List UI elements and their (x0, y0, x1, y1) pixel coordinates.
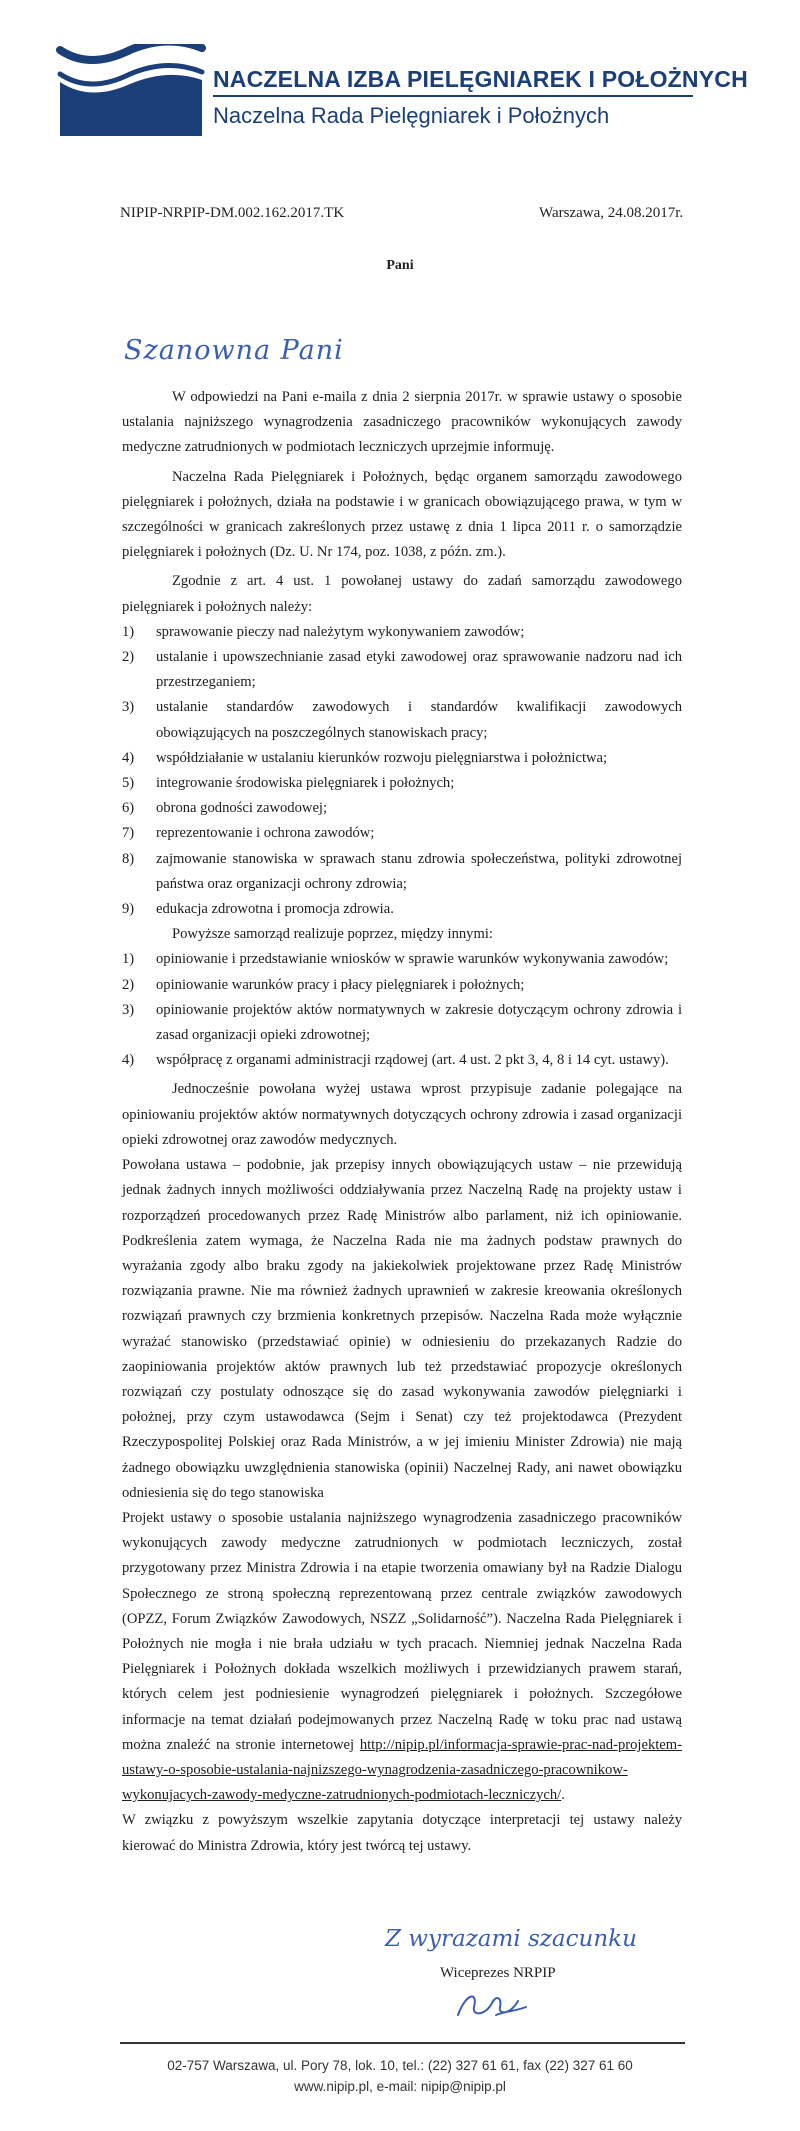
tasks-list (122, 620, 682, 922)
nipip-info-link[interactable]: http://nipip.pl/informacja-sprawie-prac-nad-projektem-ustawy-o-sposobie-ustalania-najnizszego-wynagrodzenia-zasadniczego-pracownikow-wykonujacych-zawody-medyczne-zatrudnionych-podmiotach-leczniczych/ (122, 1736, 682, 1804)
recipient: Pani (386, 258, 414, 273)
list-item: 3) opiniowanie projektów aktów normatywnych w zakresie dotyczącym ochrony zdrowia i zasad organizacji opieki zdrowotnej; (122, 1001, 682, 1044)
council-name: Naczelna Rada Pielęgniarek i Położnych (213, 103, 610, 128)
reference-number: NIPIP-NRPIP-DM.002.162.2017.TK (120, 205, 345, 221)
header-divider (213, 95, 693, 97)
paragraph-6: Powołana ustawa – podobnie, jak przepisy innych obowiązujących ustaw – nie przewidują jednak żadnych innych możliwości oddziaływania przez Naczelną Radę na projekty ustaw i rozporządzeń procedowanych przez Radę Ministrów albo parlament, niż ich opiniowanie. Podkreślenia zatem wymaga, że Naczelna Rada nie ma żadnych podstaw prawnych do wyrażania zgody albo braku zgody na jakiekolwiek projektowane przez Radę Ministrów rozwiązania prawne. Nie ma również żadnych uprawnień w zakresie kreowania określonych rozwiązań prawnych czy brzmienia konkretnych przepisów. Naczelna Rada może wyłącznie wyrażać stanowisko (przedstawiać opinie) w odniesieniu do przekazanych Radzie do zaopiniowania projektów aktów prawnych lub też przedstawiać propozycje określonych rozwiązań czy postulaty odnoszące się do zasad wykonywania zawodów pielęgniarki i położnej, przy czym ustawodawca (Sejm i Senat) czy też projektodawca (Prezydent Rzeczypospolitej Polskiej oraz Rada Ministrów, a w jej imieniu Minister Zdrowia) nie mają żadnego obowiązku uwzględnienia stanowiska (opinii) Naczelnej Rady, ani nawet obowiązku odniesienia się do tego stanowiska (122, 1157, 682, 1501)
list-item: 4) współpracę z organami administracji rządowej (art. 4 ust. 2 pkt 3, 4, 8 i 14 cyt. ustawy). (122, 1052, 669, 1069)
paragraph-3: Zgodnie z art. 4 ust. 1 powołanej ustawy do zadań samorządu zawodowego pielęgniarek i położnych należy: (122, 573, 682, 615)
footer-contact: www.nipip.pl, e-mail: nipip@nipip.pl (294, 2079, 506, 2094)
handwritten-salutation: Szanowna Pani (124, 335, 344, 366)
paragraph-2: Naczelna Rada Pielęgniarek i Położnych, będąc organem samorządu zawodowego pielęgniarek i położnych, działa na podstawie i w granicach obowiązującego prawa, w tym w szczególności w granicach zakreślonych przez ustawę z dnia 1 lipca 2011 r. o samorządzie pielęgniarek i położnych (Dz. U. Nr 174, poz. 1038, z późn. zm.). (122, 468, 682, 561)
paragraph-7: Projekt ustawy o sposobie ustalania najniższego wynagrodzenia zasadniczego pracowników wykonujących zawody medyczne zatrudnionych w podmiotach leczniczych, został przygotowany przez Ministra Zdrowia i na etapie tworzenia omawiany był na Radzie Dialogu Społecznego ze stroną społeczną reprezentowaną przez centrale związków zawodowych (OPZZ, Forum Związków Zawodowych, NSZZ „Solidarność”). Naczelna Rada Pielęgniarek i Położnych nie mogła i nie brała udziału w tych pracach. Niemniej jednak Naczelna Rada Pielęgniarek i Położnych dokłada wszelkich możliwych i przewidzianych prawem starań, których celem jest podniesienie wynagrodzeń pielęgniarek i położnych. Szczegółowe informacje na temat działań podejmowanych przez Naczelną Radę w toku prac nad ustawą można znaleźć na stronie internetowej http://nipip.pl/informacja-sprawie-prac-nad-projektem-ustawy-o-sposobie-ustalania-najnizszego-wynagrodzenia-zasadniczego-pracownikow-wykonujacych-zawody-medyczne-zatrudnionych-podmiotach-leczniczych/. (122, 1509, 682, 1804)
signature-icon (452, 1985, 532, 2025)
footer-address: 02-757 Warszawa, ul. Pory 78, lok. 10, tel.: (22) 327 61 61, fax (22) 327 61 60 (167, 2058, 633, 2073)
letter-date: Warszawa, 24.08.2017r. (539, 205, 684, 221)
org-name: NACZELNA IZBA PIELĘGNIAREK I POŁOŻNYCH (213, 66, 748, 92)
list-item: 9) edukacja zdrowotna i promocja zdrowia. (122, 901, 394, 918)
nipip-wave-logo-icon (56, 44, 206, 136)
paragraph-8: W związku z powyższym wszelkie zapytania dotyczące interpretacji tej ustawy należy kierować do Ministra Zdrowia, który jest twórcą tej ustawy. (122, 1812, 682, 1854)
list-item: 5) integrowanie środowiska pielęgniarek i położnych; (122, 775, 455, 792)
paragraph-1: W odpowiedzi na Pani e-maila z dnia 2 sierpnia 2017r. w sprawie ustawy o sposobie ustalania najniższego wynagrodzenia zasadniczego pracowników wykonujących zawody medyczne zatrudnionych w podmiotach leczniczych uprzejmie informuję. (122, 389, 682, 456)
list-item: 4) współdziałanie w ustalaniu kierunków rozwoju pielęgniarstwa i położnictwa; (122, 749, 608, 766)
list-item: 8) zajmowanie stanowiska w sprawach stanu zdrowia społeczeństwa, polityki zdrowotnej państwa oraz organizacji ochrony zdrowia; (122, 850, 682, 892)
list-item: 6) obrona godności zawodowej; (122, 800, 328, 817)
paragraph-5: Jednocześnie powołana wyżej ustawa wprost przypisuje zadanie polegające na opiniowaniu projektów aktów normatywnych dotyczących ochrony zdrowia i zasad organizacji opieki zdrowotnej oraz zawodów medycznych. (122, 1081, 682, 1148)
list-item: 1) opiniowanie i przedstawianie wniosków w sprawie warunków wykonywania zawodów; (122, 951, 669, 968)
list-item: 2) opiniowanie warunków pracy i płacy pielęgniarek i położnych; (122, 976, 525, 993)
paragraph-4: Powyższe samorząd realizuje poprzez, między innymi: (172, 926, 493, 943)
list-item: 7) reprezentowanie i ochrona zawodów; (122, 825, 375, 842)
footer-divider (120, 2042, 685, 2044)
list-item: 2) ustalanie i upowszechnianie zasad etyki zawodowej oraz sprawowanie nadzoru nad ich przestrzeganiem; (122, 649, 682, 691)
list-item: 1) sprawowanie pieczy nad należytym wykonywaniem zawodów; (122, 623, 525, 640)
signer-title: Wiceprezes NRPIP (440, 1965, 556, 1981)
handwritten-closing: Z wyrazami szacunku (385, 1926, 637, 1952)
list-item: 3) ustalanie standardów zawodowych i standardów kwalifikacji zawodowych obowiązujących na poszczególnych stanowiskach pracy; (122, 699, 682, 741)
means-list (122, 947, 682, 1073)
letter-body (122, 385, 682, 1859)
